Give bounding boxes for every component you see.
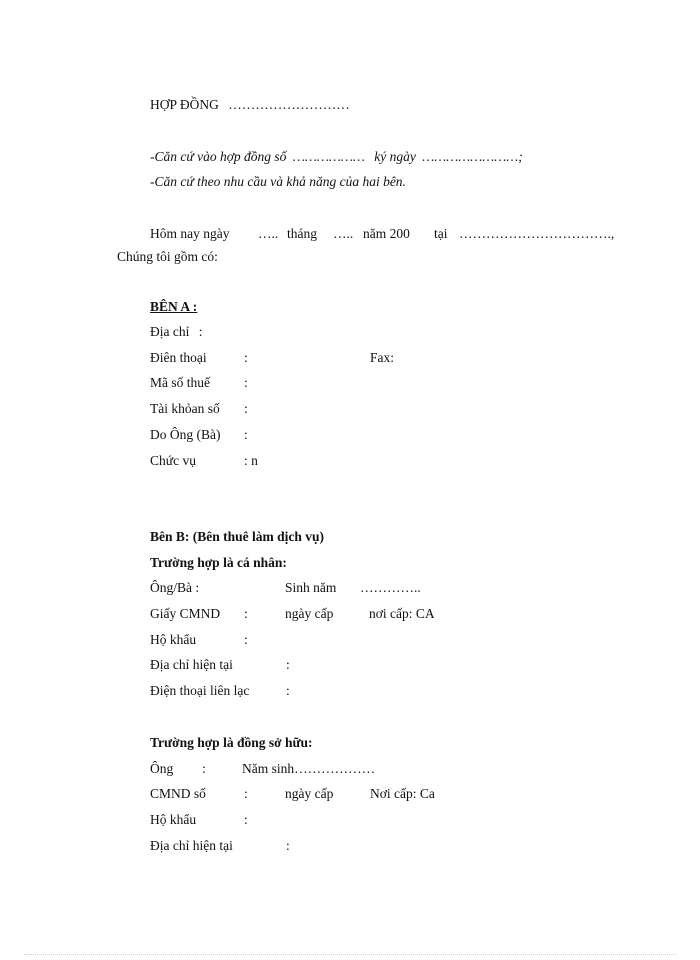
party-b-coowner-household-row bbox=[150, 812, 350, 830]
party-b-coowner-issue-date: ngày cấp bbox=[285, 786, 334, 801]
party-a-position-value: : n bbox=[244, 453, 258, 468]
party-a-phone-colon: : bbox=[244, 350, 248, 365]
party-b-coowner-id-row bbox=[150, 786, 470, 804]
party-a-rep-colon: : bbox=[244, 427, 248, 442]
party-a-account-label: Tài khỏan số bbox=[150, 401, 220, 416]
party-b-individual-address-label: Địa chỉ hiện tại bbox=[150, 657, 233, 672]
party-a-tax-colon: : bbox=[244, 375, 248, 390]
party-a-position-row bbox=[150, 453, 350, 471]
party-b-individual-address-row bbox=[150, 657, 350, 675]
contract-title-dots: ……………………… bbox=[228, 97, 350, 112]
party-a-tax-row bbox=[150, 375, 350, 393]
intro-year: năm 200 bbox=[363, 226, 410, 241]
party-b-individual-contact-colon: : bbox=[286, 683, 290, 698]
party-b-individual-heading: Trường hợp là cá nhân: bbox=[150, 555, 287, 570]
intro-month: tháng bbox=[287, 226, 317, 241]
party-b-coowner-issue-place: Nơi cấp: Ca bbox=[370, 786, 435, 801]
contract-title-line bbox=[150, 97, 350, 113]
basis-line-2: -Căn cứ theo nhu cầu và khả năng của hai bên. bbox=[150, 174, 406, 189]
party-b-individual-id-label: Giấy CMND bbox=[150, 606, 221, 621]
party-b-individual-id-colon: : bbox=[244, 606, 248, 621]
party-b-individual-birth-label: Sinh năm bbox=[285, 580, 337, 595]
intro-line-2: Chúng tôi gồm có: bbox=[117, 249, 218, 264]
party-b-individual-issue-place: nơi cấp: CA bbox=[369, 606, 435, 621]
basis-line-1-mid: ký ngày bbox=[374, 149, 416, 164]
party-a-rep-label: Do Ông (Bà) bbox=[150, 427, 221, 442]
party-b-coowner-address-row bbox=[150, 838, 350, 856]
party-b-coowner-heading: Trường hợp là đồng sở hữu: bbox=[150, 735, 313, 750]
party-b-individual-issue-date: ngày cấp bbox=[285, 606, 334, 621]
party-a-phone-row bbox=[150, 350, 450, 368]
intro-at: tại bbox=[434, 226, 448, 241]
party-b-individual-contact-row bbox=[150, 683, 350, 701]
party-b-coowner-name-label: Ông bbox=[150, 761, 174, 776]
party-b-individual-household-colon: : bbox=[244, 632, 248, 647]
party-b-coowner-id-colon: : bbox=[244, 786, 248, 801]
party-a-address-row bbox=[150, 324, 203, 340]
intro-today: Hôm nay ngày bbox=[150, 226, 230, 241]
party-b-coowner-name-row bbox=[150, 761, 470, 779]
party-b-individual-id-row bbox=[150, 606, 470, 624]
party-b-coowner-household-label: Hộ khẩu bbox=[150, 812, 197, 827]
intro-place-dots: ……………………………., bbox=[459, 226, 615, 241]
party-b-individual-household-row bbox=[150, 632, 350, 650]
party-a-phone-label: Điên thoại bbox=[150, 350, 207, 365]
basis-line-1-prefix: -Căn cứ vào hợp đồng số bbox=[150, 149, 287, 164]
basis-line-1 bbox=[150, 149, 523, 165]
party-b-coowner-id-label: CMND số bbox=[150, 786, 206, 801]
party-b-individual-name-row bbox=[150, 580, 470, 598]
intro-month-dots: ….. bbox=[333, 226, 354, 241]
party-b-coowner-name-colon: : bbox=[202, 761, 206, 776]
party-b-individual-name-label: Ông/Bà : bbox=[150, 580, 200, 595]
intro-line-1 bbox=[150, 226, 630, 244]
party-b-coowner-household-colon: : bbox=[244, 812, 248, 827]
party-b-coowner-address-label: Địa chỉ hiện tại bbox=[150, 838, 233, 853]
party-a-account-row bbox=[150, 401, 350, 419]
contract-title: HỢP ĐỒNG bbox=[150, 97, 219, 112]
party-a-fax-label: Fax: bbox=[370, 350, 395, 365]
party-a-heading: BÊN A : bbox=[150, 299, 198, 314]
basis-line-1-dots-2: ……………………; bbox=[422, 149, 523, 164]
intro-day-dots: ….. bbox=[258, 226, 279, 241]
party-a-address-label: Địa chỉ bbox=[150, 324, 190, 339]
party-a-tax-label: Mã số thuế bbox=[150, 375, 210, 390]
party-a-position-label: Chức vụ bbox=[150, 453, 196, 468]
party-a-rep-row bbox=[150, 427, 350, 445]
party-b-coowner-address-colon: : bbox=[286, 838, 290, 853]
party-a-address-colon: : bbox=[198, 324, 203, 339]
party-b-individual-address-colon: : bbox=[286, 657, 290, 672]
party-b-individual-contact-label: Điện thoại liên lạc bbox=[150, 683, 250, 698]
basis-line-1-dots: ……………… bbox=[292, 149, 365, 164]
page-bottom-border bbox=[24, 954, 676, 955]
party-b-individual-birth-dots: ………….. bbox=[360, 580, 421, 595]
party-b-heading: Bên B: (Bên thuê làm dịch vụ) bbox=[150, 529, 325, 544]
party-a-account-colon: : bbox=[244, 401, 248, 416]
party-b-coowner-birth-label: Năm sinh……………… bbox=[242, 761, 376, 776]
party-b-individual-household-label: Hộ khẩu bbox=[150, 632, 197, 647]
